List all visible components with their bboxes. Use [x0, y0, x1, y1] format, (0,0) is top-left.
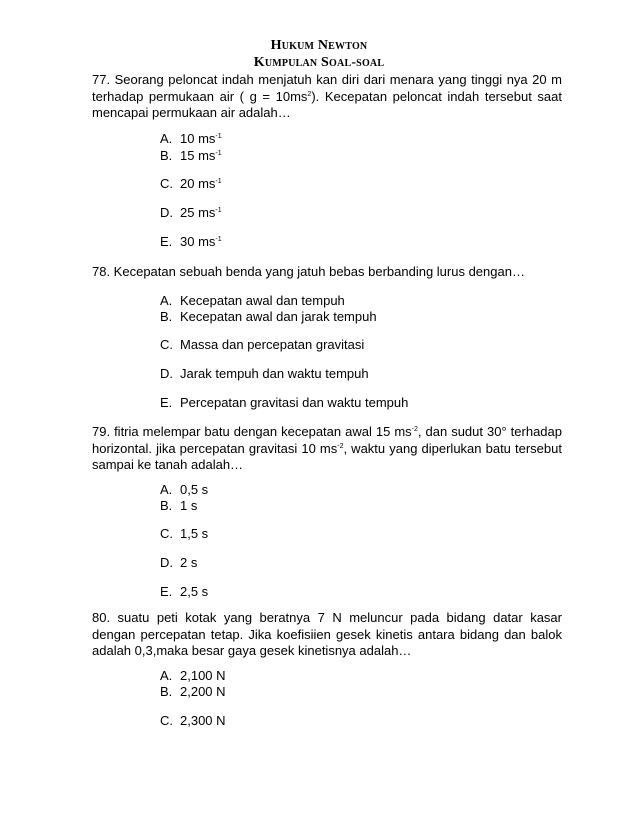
question-79-stem: 79. fitria melempar batu dengan kecepatan awal 15 $ms^{-2}$, dan sudut 30° terhadap horizontal. jika percepatan gravitasi 10 $ms^{-2}$, waktu yang diperlukan batu tersebut sampai ke tanah adalah… [92, 424, 562, 472]
question-77-option-b: B. 15 $ms^{-1}$ [160, 148, 222, 163]
question-79-option-d: D. 2 s [160, 555, 198, 570]
question-78-option-e: E. Percepatan gravitasi dan waktu tempuh [160, 395, 409, 410]
question-79-option-e: E. 2,5 s [160, 584, 209, 599]
question-79-option-b: B. 1 s [160, 498, 198, 513]
question-79-option-c: C. 1,5 s [160, 526, 209, 541]
question-79-option-a: A. 0,5 s [160, 482, 209, 497]
document-title: Hukum Newton [270, 38, 368, 53]
document-subtitle: Kumpulan Soal-soal [253, 55, 385, 70]
question-80-option-c: C. 2,300 N [160, 713, 226, 728]
question-78-option-a: A. Kecepatan awal dan tempuh [160, 293, 345, 308]
question-80-option-b: B. 2,200 N [160, 684, 226, 699]
question-80-stem: 80. suatu peti kotak yang beratnya 7 N meluncur pada bidang datar kasar dengan percepatan tetap. Jika koefisiien gesek kinetis antara bidang dan balok adalah 0,3,maka besar gaya gesek kinetisnya adalah… [92, 610, 562, 658]
question-77-option-c: C. 20 $ms^{-1}$ [160, 176, 222, 191]
question-78-option-d: D. Jarak tempuh dan waktu tempuh [160, 366, 369, 381]
question-78-option-b: B. Kecepatan awal dan jarak tempuh [160, 309, 377, 324]
question-80-option-a: A. 2,100 N [160, 668, 226, 683]
question-77-option-e: E. 30 $ms^{-1}$ [160, 234, 222, 249]
question-78-stem: 78. Kecepatan sebuah benda yang jatuh bebas berbanding lurus dengan… [92, 264, 525, 279]
question-77-stem: 77. Seorang peloncat indah menjatuh kan diri dari menara yang tinggi nya 20 m terhadap permukaan air ( $g = 10ms^2$). Kecepatan peloncat indah tersebut saat mencapai permukaan air adalah… [92, 72, 562, 120]
question-78-option-c: C. Massa dan percepatan gravitasi [160, 337, 365, 352]
question-77-option-d: D. 25 $ms^{-1}$ [160, 205, 222, 220]
question-77-option-a: A. 10 $ms^{-1}$ [160, 131, 222, 146]
